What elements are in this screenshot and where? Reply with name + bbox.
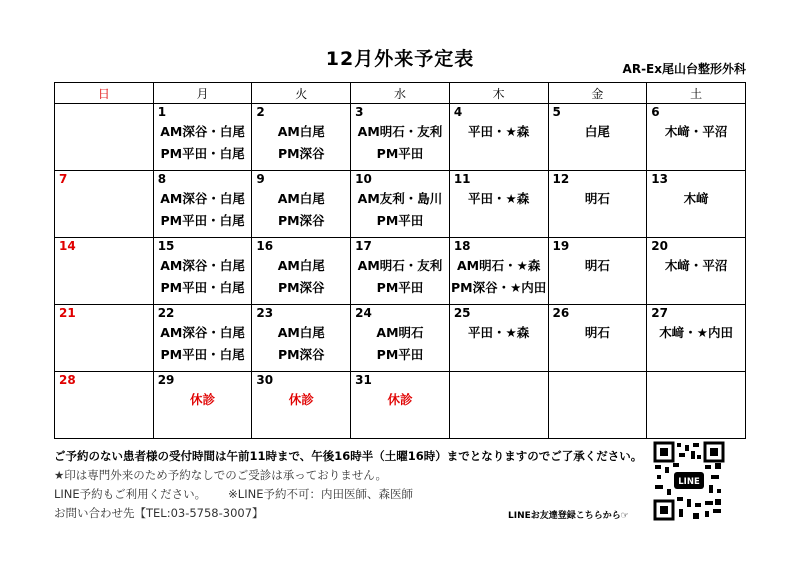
closed-label: 休診	[387, 392, 413, 407]
day-number: 23	[256, 306, 274, 320]
doctor-line: AM明石	[376, 325, 424, 340]
doctor-line: 木﨑	[683, 191, 709, 206]
doctor-lines	[450, 188, 548, 210]
day-number: 29	[157, 373, 175, 387]
doctor-lines	[647, 255, 745, 277]
day-number: 16	[256, 239, 274, 253]
closed-label: 休診	[190, 392, 216, 407]
doctor-lines	[647, 322, 745, 344]
doctor-lines	[351, 255, 449, 299]
day-number: 19	[552, 239, 570, 253]
day-number: 28	[59, 373, 76, 387]
day-cell	[351, 171, 450, 238]
day-cell	[351, 104, 450, 171]
doctor-lines	[351, 121, 449, 165]
doctor-lines	[252, 188, 350, 232]
doctor-line: 明石	[584, 325, 610, 340]
day-cell	[647, 305, 746, 372]
day-number: 2	[256, 105, 265, 119]
line-friend-caption: LINEお友達登録こちらから☞	[508, 511, 629, 521]
doctor-lines	[549, 255, 647, 277]
week-row	[55, 372, 746, 439]
day-number: 5	[552, 105, 561, 119]
day-cell	[252, 104, 351, 171]
day-number: 25	[453, 306, 471, 320]
day-number: 12	[552, 172, 570, 186]
line-booking-note	[54, 485, 642, 504]
doctor-line: AM深谷・白尾	[160, 124, 245, 139]
day-number: 21	[59, 306, 76, 320]
doctor-line: 白尾	[584, 124, 610, 139]
doctor-line: 明石	[584, 191, 610, 206]
weekday-sun: 日	[55, 83, 154, 104]
star-note: ★印は専門外来のため予約なしでのご受診は承っておりません。	[54, 468, 387, 482]
doctor-line: PM平田	[376, 213, 424, 228]
day-cell	[252, 372, 351, 439]
doctor-line: 木﨑・平沼	[664, 124, 728, 139]
day-cell	[153, 171, 252, 238]
doctor-line: AM深谷・白尾	[160, 258, 245, 273]
doctor-lines	[450, 255, 548, 299]
doctor-line: AM明石・友利	[357, 258, 443, 273]
day-number: 13	[651, 172, 668, 186]
day-cell	[55, 171, 154, 238]
clinic-name: AR-Ex尾山台整形外科	[622, 62, 746, 76]
doctor-lines	[450, 322, 548, 344]
day-number: 9	[256, 172, 265, 186]
day-cell	[55, 372, 154, 439]
day-cell	[647, 238, 746, 305]
doctor-line: AM白尾	[277, 258, 325, 273]
doctor-lines	[549, 322, 647, 344]
doctor-line: PM平田・白尾	[160, 146, 245, 161]
page-title: 12月外来予定表	[325, 48, 475, 70]
day-number: 10	[355, 172, 372, 186]
doctor-line: PM深谷	[277, 280, 325, 295]
day-cell	[647, 104, 746, 171]
doctor-line: 平田・★森	[468, 325, 530, 340]
day-number: 26	[552, 306, 570, 320]
day-number: 30	[256, 373, 274, 387]
doctor-lines	[252, 121, 350, 165]
doctor-line: PM深谷	[277, 347, 325, 362]
day-cell	[449, 305, 548, 372]
day-cell	[647, 171, 746, 238]
doctor-line: PM平田・白尾	[160, 213, 245, 228]
day-number: 24	[355, 306, 372, 320]
doctor-line: PM平田	[376, 280, 424, 295]
line-qr-code-icon[interactable]	[653, 441, 725, 521]
doctor-lines	[154, 121, 252, 165]
doctor-lines	[549, 188, 647, 210]
doctor-lines	[252, 322, 350, 366]
doctor-lines	[450, 121, 548, 143]
doctor-lines	[351, 389, 449, 411]
closed-label: 休診	[288, 392, 314, 407]
doctor-lines	[154, 255, 252, 299]
doctor-line: AM白尾	[277, 124, 325, 139]
day-number: 8	[157, 172, 167, 186]
day-cell	[647, 372, 746, 439]
day-cell	[548, 104, 647, 171]
schedule-calendar	[54, 82, 746, 439]
day-number: 3	[355, 105, 364, 119]
doctor-lines	[351, 322, 449, 366]
day-number: 1	[157, 105, 167, 119]
day-cell	[449, 238, 548, 305]
doctor-line: AM深谷・白尾	[160, 191, 245, 206]
day-cell	[449, 372, 548, 439]
week-row	[55, 104, 746, 171]
day-cell	[548, 372, 647, 439]
doctor-lines	[154, 389, 252, 411]
doctor-line: AM明石・★森	[457, 258, 541, 273]
day-cell	[252, 305, 351, 372]
day-cell	[153, 238, 252, 305]
day-cell	[153, 372, 252, 439]
line-unavailable-text: ※LINE予約不可：内田医師、森医師	[228, 487, 413, 501]
doctor-lines	[549, 121, 647, 143]
doctor-lines	[647, 188, 745, 210]
doctor-line: PM深谷	[277, 213, 325, 228]
weekday-tue: 火	[252, 83, 351, 104]
day-cell	[351, 238, 450, 305]
week-row	[55, 305, 746, 372]
doctor-line: 木﨑・★内田	[659, 325, 733, 340]
day-cell	[55, 305, 154, 372]
qr-logo-text: LINE	[678, 477, 700, 487]
doctor-line: AM友利・島川	[357, 191, 443, 206]
day-number: 7	[59, 172, 68, 186]
doctor-lines	[154, 188, 252, 232]
day-cell	[153, 305, 252, 372]
doctor-line: PM深谷・★内田	[451, 280, 547, 295]
day-cell	[153, 104, 252, 171]
day-number: 27	[651, 306, 668, 320]
weekday-sat: 土	[647, 83, 746, 104]
contact-note: お問い合わせ先【TEL:03-5758-3007】	[54, 506, 264, 520]
day-cell	[55, 104, 154, 171]
doctor-line: 平田・★森	[468, 191, 530, 206]
doctor-lines	[351, 188, 449, 232]
doctor-lines	[154, 322, 252, 366]
day-cell	[252, 171, 351, 238]
day-number: 11	[453, 172, 471, 186]
week-row	[55, 238, 746, 305]
doctor-line: 木﨑・平沼	[664, 258, 728, 273]
weekday-mon: 月	[153, 83, 252, 104]
doctor-line: PM平田・白尾	[160, 280, 245, 295]
doctor-lines	[647, 121, 745, 143]
day-number: 18	[453, 239, 471, 253]
doctor-line: AM白尾	[277, 325, 325, 340]
weekday-thu: 木	[449, 83, 548, 104]
doctor-lines	[252, 389, 350, 411]
weekday-fri: 金	[548, 83, 647, 104]
weekday-wed: 水	[351, 83, 450, 104]
day-number: 15	[157, 239, 175, 253]
doctor-line: PM平田・白尾	[160, 347, 245, 362]
day-number: 31	[355, 373, 372, 387]
day-cell	[449, 104, 548, 171]
day-number: 6	[651, 105, 660, 119]
line-booking-text: LINE予約もご利用ください。	[54, 487, 207, 501]
day-number: 14	[59, 239, 76, 253]
day-number: 20	[651, 239, 668, 253]
day-cell	[55, 238, 154, 305]
reception-hours-note: ご予約のない患者様の受付時間は午前11時まで、午後16時半（土曜16時）までとなりますのでご了承ください。	[54, 449, 643, 463]
week-row	[55, 171, 746, 238]
day-cell	[252, 238, 351, 305]
day-number: 4	[453, 105, 463, 119]
doctor-line: AM明石・友利	[357, 124, 443, 139]
day-cell	[548, 305, 647, 372]
day-cell	[548, 238, 647, 305]
day-cell	[449, 171, 548, 238]
weekday-header-row	[55, 83, 746, 104]
doctor-line: PM深谷	[277, 146, 325, 161]
day-number: 17	[355, 239, 372, 253]
day-cell	[351, 305, 450, 372]
doctor-line: AM白尾	[277, 191, 325, 206]
day-number: 22	[157, 306, 175, 320]
doctor-line: PM平田	[376, 347, 424, 362]
day-cell	[351, 372, 450, 439]
day-cell	[548, 171, 647, 238]
doctor-line: PM平田	[376, 146, 424, 161]
doctor-line: 明石	[584, 258, 610, 273]
doctor-line: AM深谷・白尾	[160, 325, 245, 340]
doctor-lines	[252, 255, 350, 299]
doctor-line: 平田・★森	[468, 124, 530, 139]
